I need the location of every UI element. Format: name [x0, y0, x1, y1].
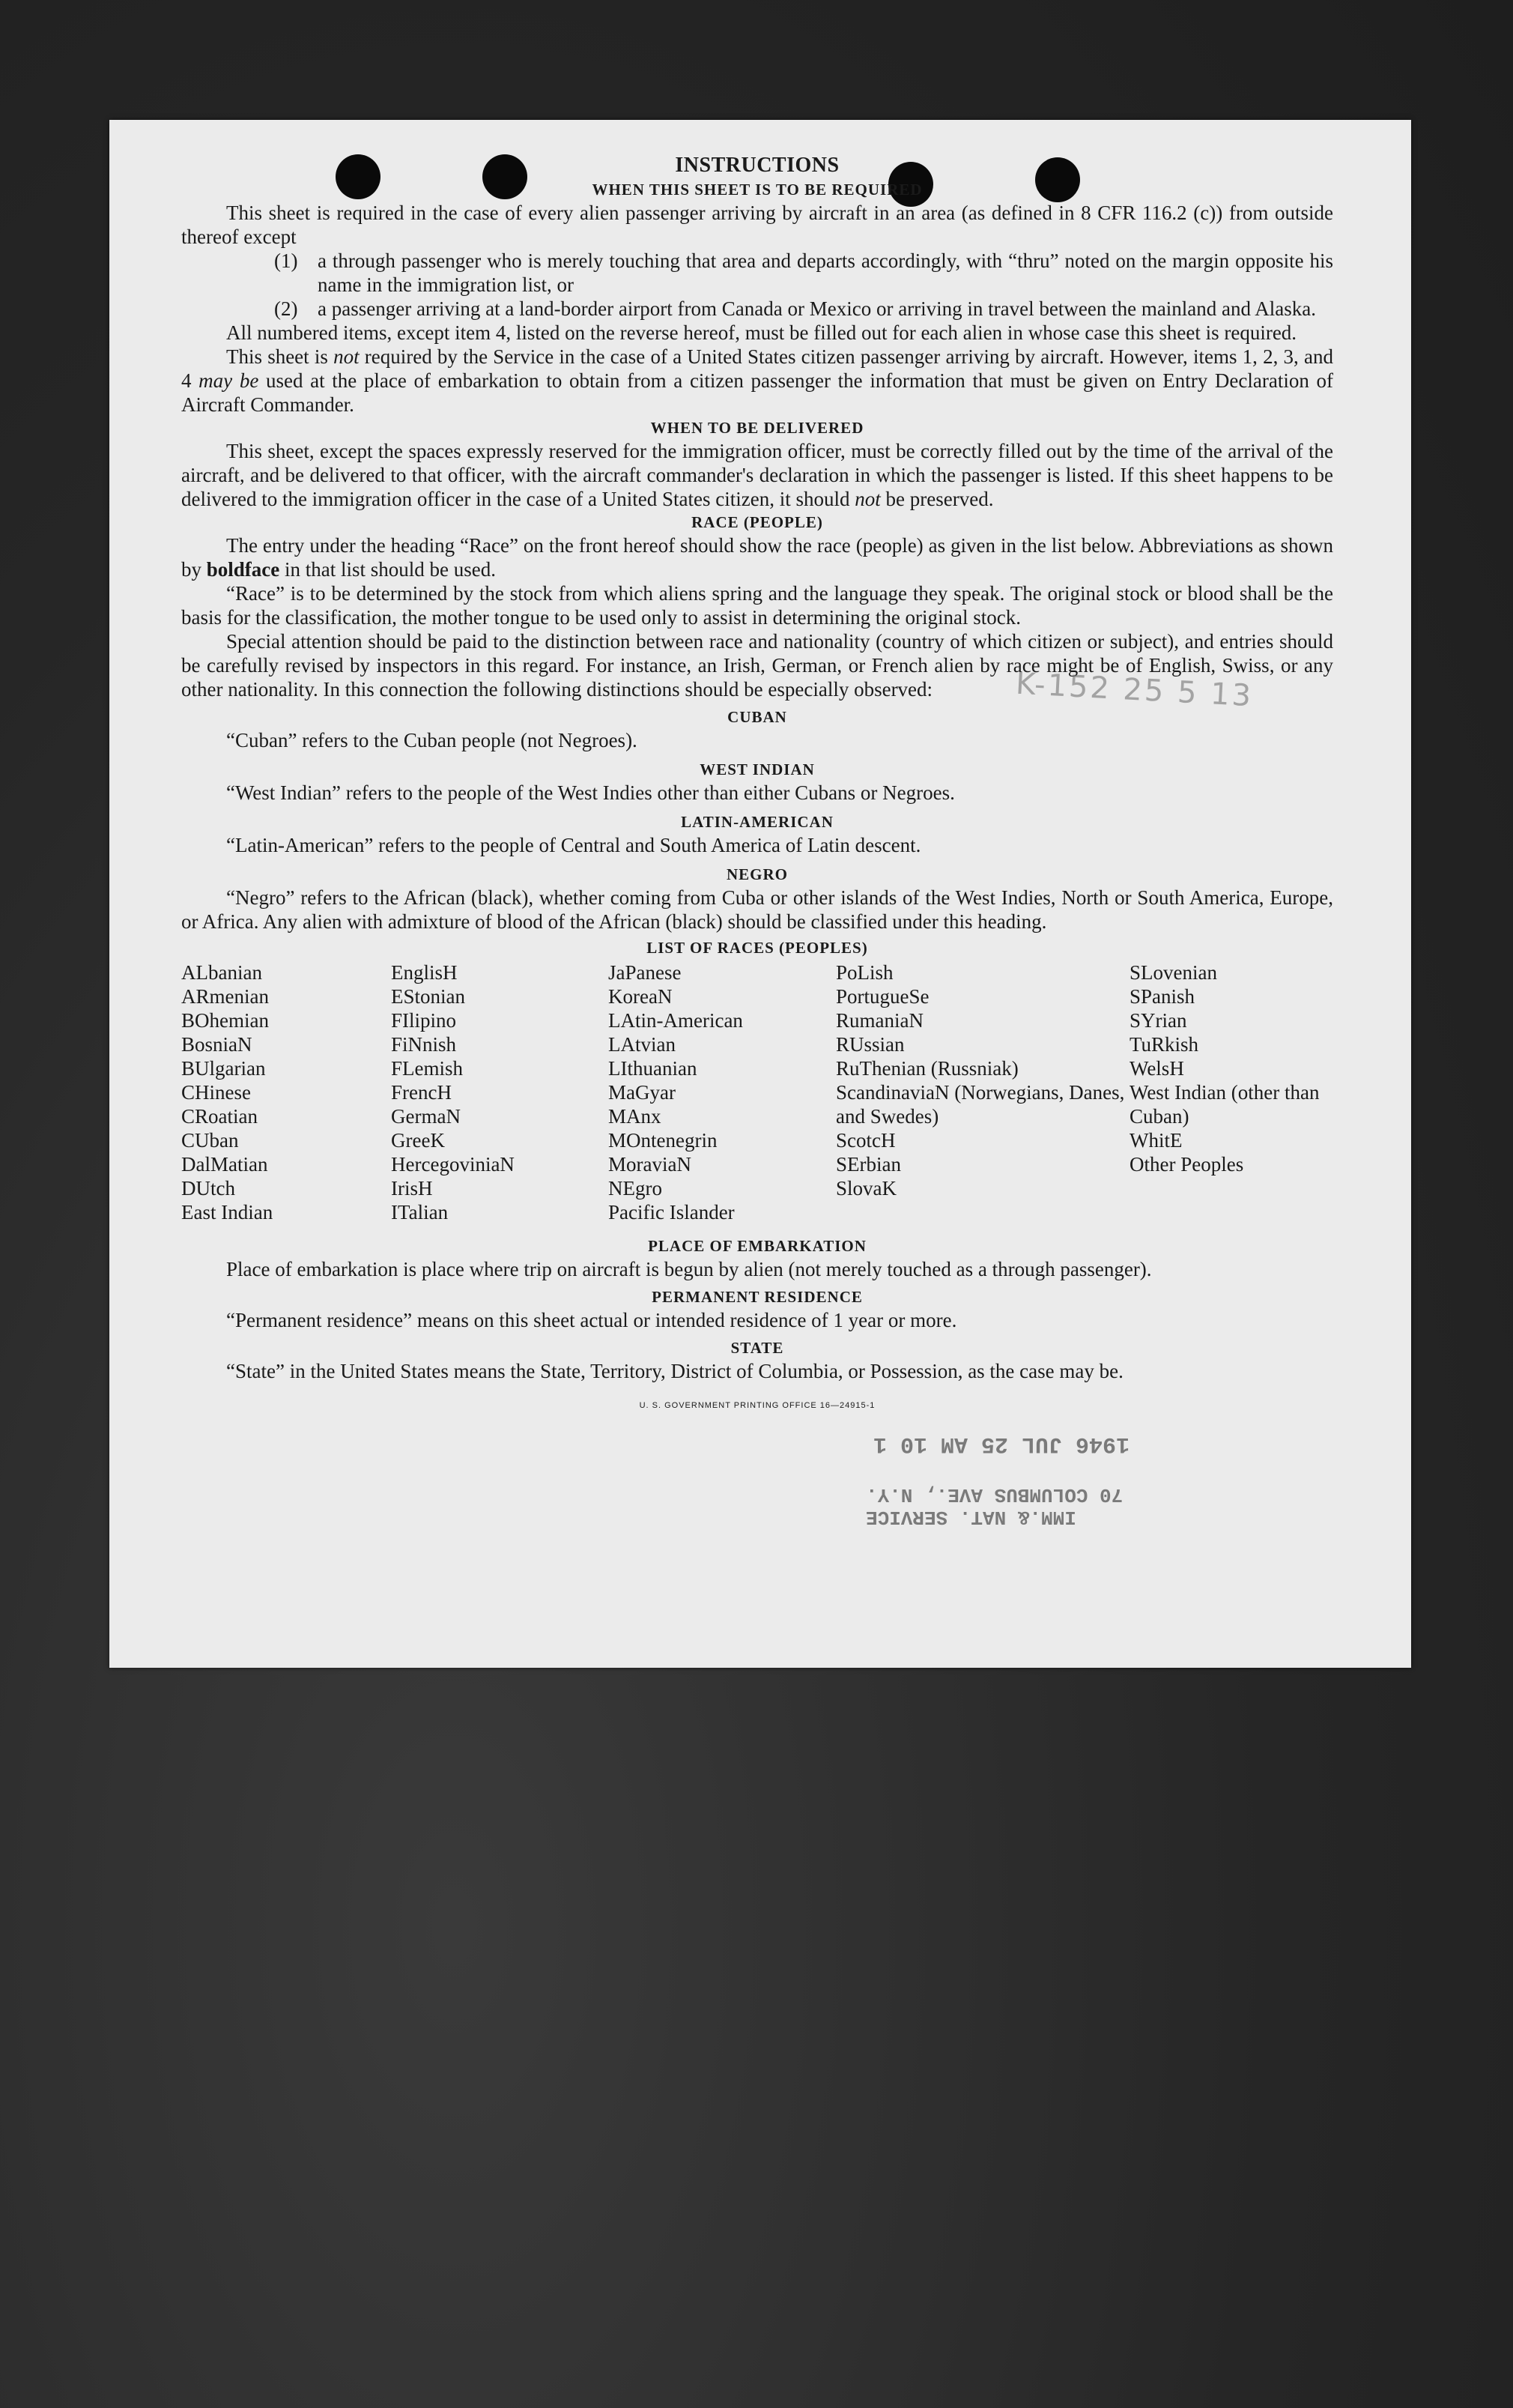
list-item [274, 249, 1333, 297]
item-text: a passenger arriving at a land-border airport from Canada or Mexico or arriving in travel between the mainland and Alaska. [318, 297, 1317, 320]
section-heading: CUBAN [727, 708, 787, 726]
race-list [181, 961, 1333, 1224]
race-item: SLovenian [1130, 961, 1217, 984]
race-item: JaPanese [608, 961, 682, 984]
race-item: ARmenian [181, 985, 269, 1008]
emphasis: may be [198, 369, 259, 392]
paragraph: Place of embarkation is place where trip on aircraft is begun by alien (not merely touched as a through passenger). [226, 1258, 1152, 1280]
race-item: PoLish [836, 961, 894, 984]
race-item: LAtin-American [608, 1009, 743, 1032]
text-run: in that list should be used. [279, 558, 496, 581]
race-item: FiNnish [391, 1033, 457, 1056]
race-item: Other Peoples [1130, 1153, 1244, 1176]
received-stamp-office: IMM.& NAT. SERVICE [866, 1506, 1076, 1528]
paragraph: “Cuban” refers to the Cuban people (not Negroes). [226, 729, 637, 751]
paragraph: Special attention should be paid to the distinction between race and nationality (country of which citizen or subject), and entries should be carefully revised by inspectors in this regard. For instance, an Irish, German, or French alien by race might be of English, Swiss, or any other nationality. In this connection the following distinctions should be especially observed: [181, 630, 1333, 701]
race-item: MoraviaN [608, 1153, 691, 1176]
bold-text: boldface [206, 558, 280, 581]
race-item: LAtvian [608, 1033, 676, 1056]
race-item: KoreaN [608, 985, 673, 1008]
race-item: MAnx [608, 1105, 661, 1128]
pencil-annotation: K-152 25 5 13 [1015, 666, 1255, 714]
section-heading: WHEN TO BE DELIVERED [650, 419, 864, 437]
item-number: (1) [274, 249, 298, 272]
race-column [1130, 961, 1333, 1224]
instruction-sheet [109, 120, 1411, 1668]
race-item: EnglisH [391, 961, 458, 984]
text-run: This sheet is [226, 345, 334, 368]
race-item: GreeK [391, 1129, 445, 1152]
race-item: TuRkish [1130, 1033, 1199, 1056]
race-item: PortugueSe [836, 985, 930, 1008]
race-item: East Indian [181, 1201, 273, 1223]
paragraph: “Permanent residence” means on this sheet actual or intended residence of 1 year or more. [226, 1309, 957, 1331]
paragraph: “Negro” refers to the African (black), whether coming from Cuba or other islands of the West Indies, North or South America, Europe, or Africa. Any alien with admixture of blood of the African (black) should be classified under this heading. [181, 886, 1333, 933]
race-item: HercegoviniaN [391, 1153, 515, 1176]
race-item: FLemish [391, 1057, 464, 1080]
received-stamp-address: 70 COLUMBUS AVE., N.Y. [866, 1483, 1124, 1506]
sheet-content [181, 153, 1333, 1418]
section-heading: WHEN THIS SHEET IS TO BE REQUIRED [592, 181, 923, 199]
paragraph [181, 439, 1333, 511]
section-heading: RACE (PEOPLE) [691, 513, 823, 531]
paragraph: “State” in the United States means the State, Territory, District of Columbia, or Possession, as the case may be. [226, 1360, 1124, 1382]
race-item: ScotcH [836, 1129, 896, 1152]
section-heading: PERMANENT RESIDENCE [652, 1288, 863, 1306]
race-item: MaGyar [608, 1081, 676, 1104]
printer-footer: U. S. GOVERNMENT PRINTING OFFICE 16—24915-1 [639, 1401, 876, 1410]
text-run: be preserved. [880, 488, 994, 510]
text-run: The entry under the heading “Race” on the front hereof should show the race (people) as given in the list below. Abbreviations as shown by [181, 534, 1333, 581]
race-column [391, 961, 608, 1224]
race-item: SlovaK [836, 1177, 897, 1200]
list-item [274, 297, 1333, 321]
text-run: used at the place of embarkation to obtain from a citizen passenger the information that must be given on Entry Declaration of Aircraft Commander. [181, 369, 1334, 416]
race-item: GermaN [391, 1105, 461, 1128]
emphasis: not [855, 488, 881, 510]
item-text: a through passenger who is merely touching that area and departs accordingly, with “thru” noted on the margin opposite his name in the immigration list, or [318, 249, 1333, 296]
race-column [608, 961, 836, 1224]
race-item: ScandinaviaN (Norwegians, Danes, and Swedes) [836, 1081, 1125, 1128]
item-number: (2) [274, 297, 298, 320]
section-heading: WEST INDIAN [700, 760, 815, 778]
section-heading: LATIN-AMERICAN [681, 813, 834, 831]
race-item: BosniaN [181, 1033, 252, 1056]
section-heading: LIST OF RACES (PEOPLES) [646, 939, 868, 957]
text-run: This sheet, except the spaces expressly reserved for the immigration officer, must be correctly filled out by the time of the arrival of the aircraft, and be delivered to that officer, with the aircraft commander's declaration in which the passenger is listed. If this sheet happens to be delivered to the immigration officer in the case of a United States citizen, it should [181, 440, 1333, 510]
text-run: required by the Service in the case of a United States citizen passenger arriving by aircraft. However, items 1, 2, 3, and 4 [181, 345, 1333, 392]
race-item: ITalian [391, 1201, 449, 1223]
race-item: FIlipino [391, 1009, 457, 1032]
race-item: LIthuanian [608, 1057, 697, 1080]
race-item: ALbanian [181, 961, 262, 984]
section-heading: STATE [730, 1339, 784, 1357]
race-item: FrencH [391, 1081, 452, 1104]
paragraph: “West Indian” refers to the people of the West Indies other than either Cubans or Negroes. [226, 781, 955, 804]
paragraph: “Latin-American” refers to the people of Central and South America of Latin descent. [226, 834, 921, 856]
race-item: IrisH [391, 1177, 433, 1200]
race-column [181, 961, 391, 1224]
race-item: CUban [181, 1129, 239, 1152]
race-item: WelsH [1130, 1057, 1184, 1080]
race-item: MOntenegrin [608, 1129, 718, 1152]
paragraph: All numbered items, except item 4, listed on the reverse hereof, must be filled out for each alien in whose case this sheet is required. [226, 321, 1297, 344]
race-item: West Indian (other than Cuban) [1130, 1081, 1320, 1128]
race-item: WhitE [1130, 1129, 1183, 1152]
paragraph: This sheet is required in the case of every alien passenger arriving by aircraft in an area (as defined in 8 CFR 116.2 (c)) from outside thereof except [181, 202, 1333, 248]
race-item: SYrian [1130, 1009, 1187, 1032]
race-item: BUlgarian [181, 1057, 266, 1080]
race-item: RuThenian (Russniak) [836, 1057, 1019, 1080]
race-column [836, 961, 1130, 1224]
page-title: INSTRUCTIONS [675, 154, 840, 177]
race-item: Pacific Islander [608, 1201, 735, 1223]
race-item: BOhemian [181, 1009, 269, 1032]
paragraph: “Race” is to be determined by the stock from which aliens spring and the language they speak. The original stock or blood shall be the basis for the classification, the mother tongue to be used only to assist in determining the original stock. [181, 582, 1333, 629]
race-item: RUssian [836, 1033, 905, 1056]
race-item: CRoatian [181, 1105, 258, 1128]
race-item: RumaniaN [836, 1009, 924, 1032]
race-item: CHinese [181, 1081, 251, 1104]
paragraph [181, 345, 1333, 417]
emphasis: not [333, 345, 360, 368]
section-heading: PLACE OF EMBARKATION [648, 1237, 867, 1255]
race-item: SErbian [836, 1153, 901, 1176]
race-item: NEgro [608, 1177, 662, 1200]
received-stamp-date: 1946 JUL 25 AM 10 1 [873, 1431, 1130, 1456]
race-item: EStonian [391, 985, 465, 1008]
paragraph [181, 533, 1333, 581]
section-heading: NEGRO [726, 865, 788, 883]
race-item: DUtch [181, 1177, 235, 1200]
race-item: DalMatian [181, 1153, 268, 1176]
race-item: SPanish [1130, 985, 1195, 1008]
